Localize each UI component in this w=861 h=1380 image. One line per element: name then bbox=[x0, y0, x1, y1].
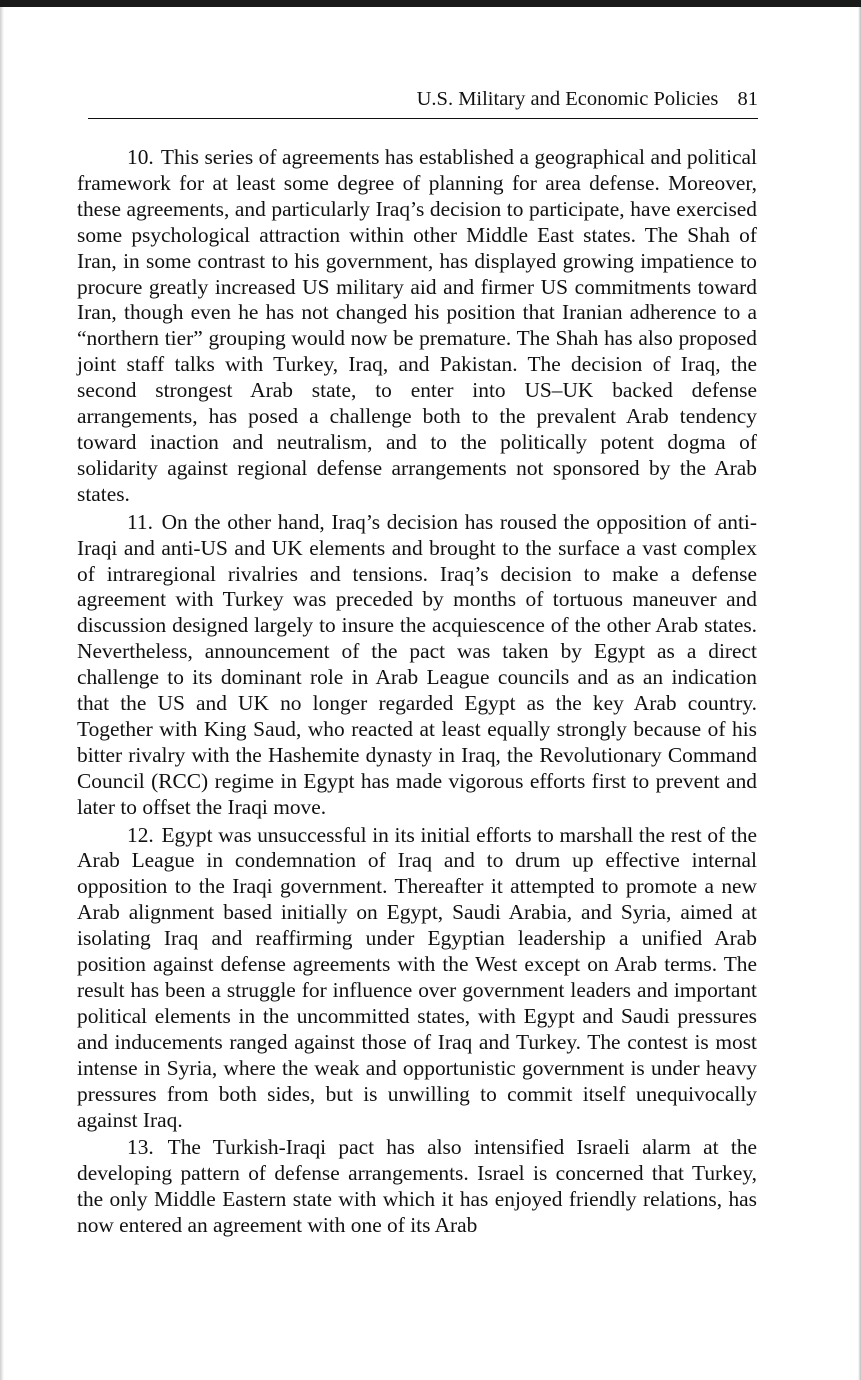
body-text bbox=[77, 145, 757, 1241]
paragraph-11 bbox=[77, 510, 757, 821]
paragraph-text: This series of agreements has established a geographical and political framework for at least some degree of planning for area defense. Moreover, these agreements, and particularly Iraq’s decision to participate, have exercised some psychological attraction within other Middle East states. The Shah of Iran, in some contrast to his government, has displayed growing impatience to procure greatly increased US military aid and firmer US commitments toward Iran, though even he has not changed his position that Iranian adherence to a “northern tier” grouping would now be premature. The Shah has also proposed joint staff talks with Turkey, Iraq, and Pakistan. The decision of Iraq, the second strongest Arab state, to enter into US–UK backed defense arrangements, has posed a challenge both to the prevalent Arab tendency toward inaction and neutralism, and to the politically potent dogma of solidarity against regional defense arrangements not sponsored by the Arab states. bbox=[77, 145, 757, 506]
paragraph-number: 10. bbox=[127, 145, 154, 169]
paragraph-12 bbox=[77, 823, 757, 1134]
page-top-edge bbox=[0, 0, 861, 7]
paragraph-10 bbox=[77, 145, 757, 508]
paragraph-text: On the other hand, Iraq’s decision has roused the opposition of anti-Iraqi and anti-US and UK elements and brought to the surface a vast complex of intraregional rivalries and tensions. Iraq’s decision to make a defense agreement with Turkey was preceded by months of tortuous maneuver and discussion designed largely to insure the acquiescence of the other Arab states. Nevertheless, announcement of the pact was taken by Egypt as a direct challenge to its dominant role in Arab League councils and as an indication that the US and UK no longer regarded Egypt as the key Arab country. Together with King Saud, who reacted at least equally strongly because of his bitter rivalry with the Hashemite dynasty in Iraq, the Revolutionary Command Council (RCC) regime in Egypt has made vigorous efforts first to prevent and later to offset the Iraqi move. bbox=[77, 509, 757, 819]
page-number: 81 bbox=[737, 88, 758, 110]
paragraph-number: 11. bbox=[127, 509, 153, 534]
paragraph-text: The Turkish-Iraqi pact has also intensified Israeli alarm at the developing pattern of defense arrangements. Israel is concerned that Turkey, the only Middle Eastern state with which it has enjoyed friendly relations, has now entered an agreement with one of its Arab bbox=[77, 1135, 757, 1238]
running-title: U.S. Military and Economic Policies bbox=[416, 88, 719, 110]
paragraph-number: 13. bbox=[127, 1135, 154, 1160]
paragraph-13 bbox=[77, 1135, 757, 1239]
paragraph-number: 12. bbox=[127, 822, 154, 847]
page-left-edge bbox=[0, 7, 4, 1380]
paragraph-text: Egypt was unsuccessful in its initial efforts to marshall the rest of the Arab League in condemnation of Iraq and to drum up effective internal opposition to the Iraqi government. Thereafter it attempted to promote a new Arab alignment based initially on Egypt, Saudi Arabia, and Syria, aimed at isolating Iraq and reaffirming under Egyptian leadership a unified Arab position against defense agreements with the West except on Arab terms. The result has been a struggle for influence over government leaders and important political elements in the uncommitted states, with Egypt and Saudi pressures and inducements ranged against those of Iraq and Turkey. The contest is most intense in Syria, where the weak and opportunistic government is under heavy pressures from both sides, but is unwilling to commit itself unequivocally against Iraq. bbox=[77, 822, 757, 1132]
running-header bbox=[88, 88, 758, 119]
